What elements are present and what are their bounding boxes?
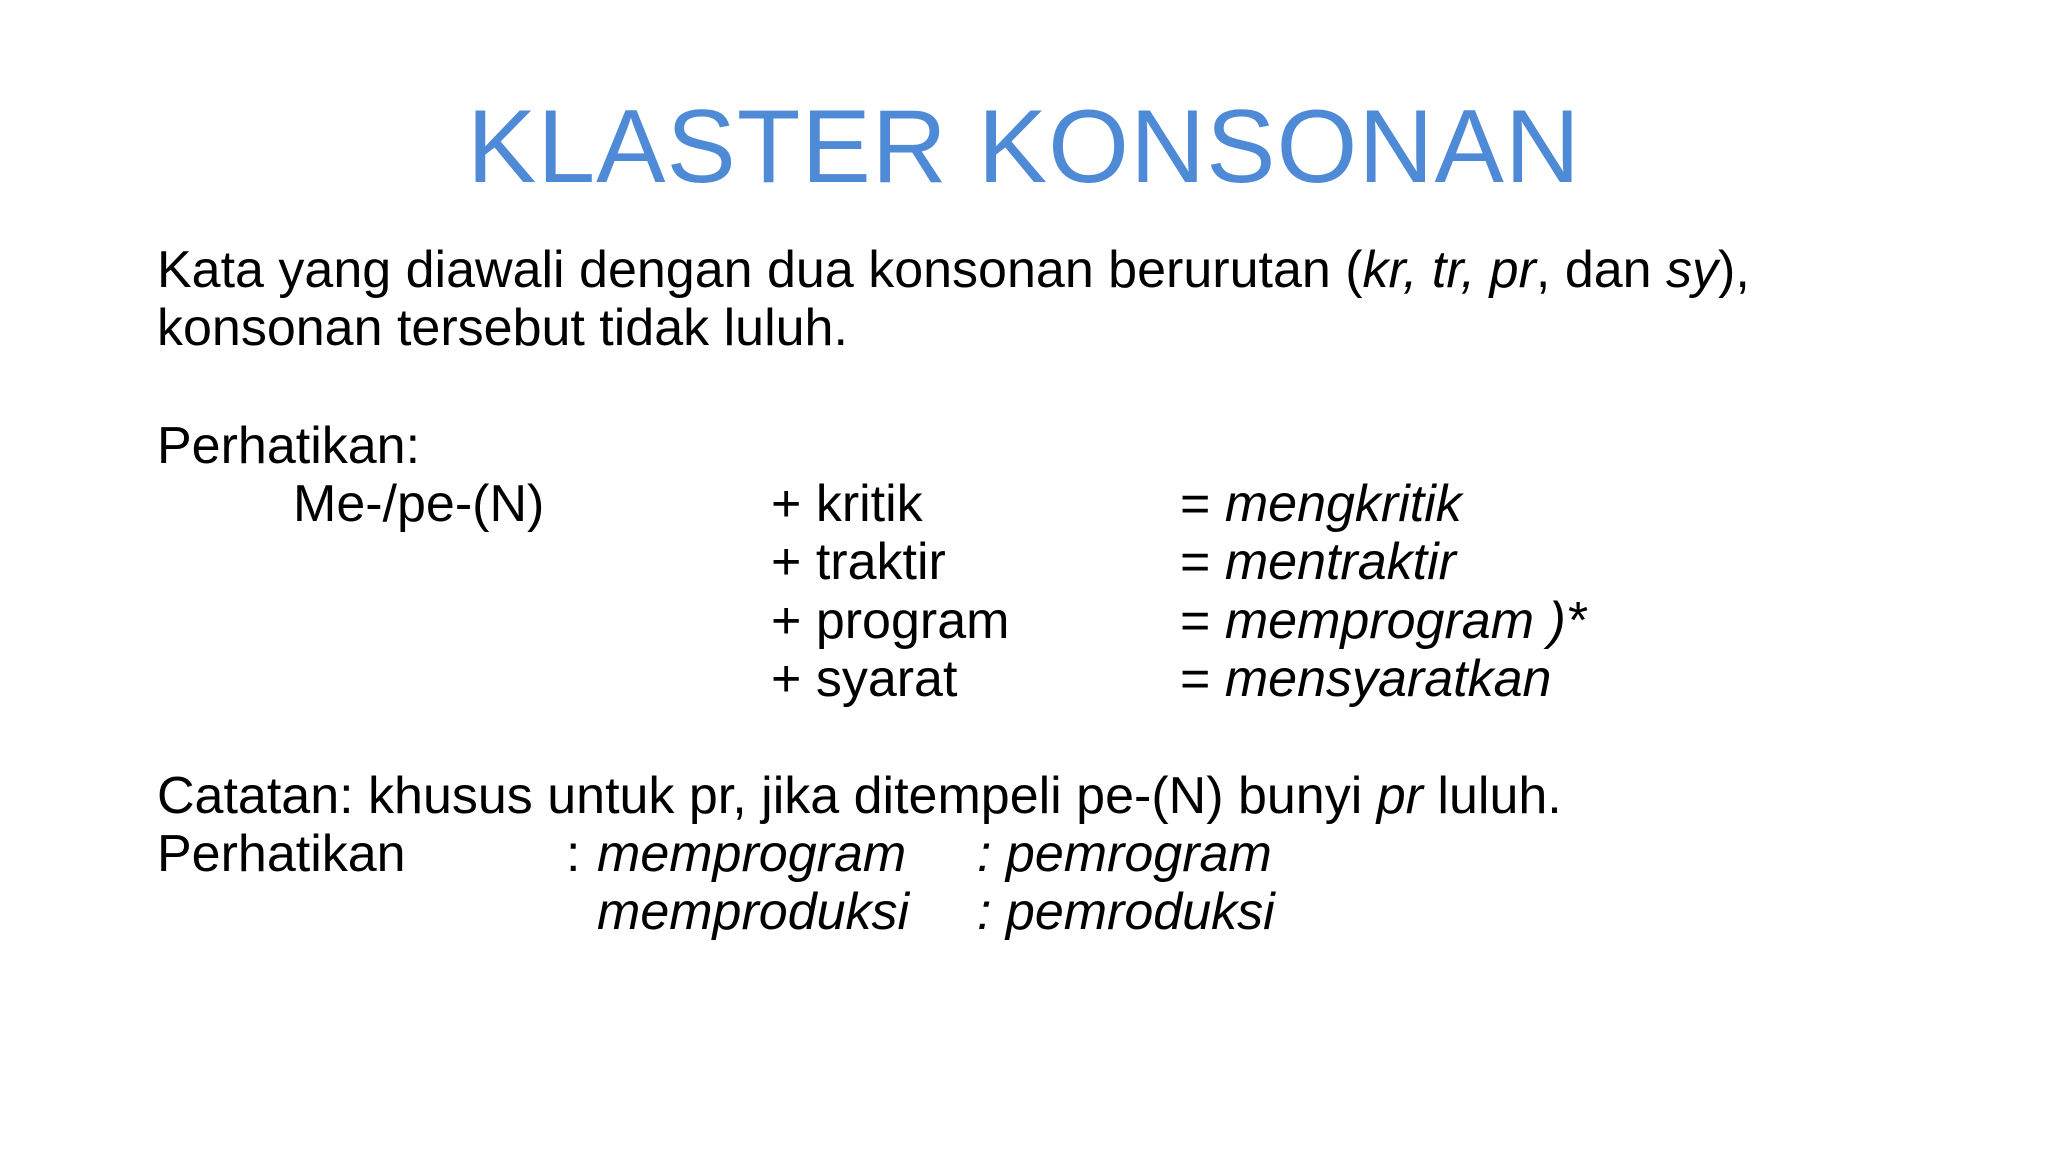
note-cluster: pr: [1376, 767, 1423, 825]
result-word: mengkritik: [1224, 475, 1462, 533]
slide-title: KLASTER KONSONAN: [466, 89, 1582, 205]
example-result: [1180, 475, 1462, 533]
compare-left: memprogram: [597, 825, 907, 883]
equals-sign: =: [1180, 475, 1225, 533]
result-word: mentraktir: [1224, 533, 1456, 591]
compare-right: : pemrogram: [977, 825, 1272, 883]
compare-right: : pemroduksi: [977, 883, 1275, 941]
equals-sign: =: [1180, 592, 1225, 650]
intro-line-2: konsonan tersebut tidak luluh.: [157, 299, 848, 357]
result-word: memprogram )*: [1224, 592, 1587, 650]
compare-left: memproduksi: [597, 883, 910, 941]
intro-clusters: kr, tr, pr: [1362, 241, 1536, 299]
example-base: + syarat: [771, 650, 958, 708]
intro-text-1: Kata yang diawali dengan dua konsonan berurutan (: [157, 241, 1363, 299]
equals-sign: =: [1180, 533, 1225, 591]
example-base: + program: [771, 592, 1010, 650]
intro-line-1: [157, 241, 1750, 299]
note-line: [157, 767, 1562, 825]
prefix-label: Me-/pe-(N): [293, 475, 545, 533]
intro-cluster-sy: sy: [1666, 241, 1719, 299]
note-text-1: Catatan: khusus untuk pr, jika ditempeli pe-(N) bunyi: [157, 767, 1377, 825]
example-base: + kritik: [771, 475, 923, 533]
intro-text-2: , dan: [1535, 241, 1667, 299]
compare-colon: :: [566, 825, 581, 883]
example-heading: Perhatikan:: [157, 417, 421, 475]
example-result: [1180, 533, 1456, 591]
intro-text-3: ),: [1718, 241, 1750, 299]
note-text-2: luluh.: [1422, 767, 1562, 825]
equals-sign: =: [1180, 650, 1225, 708]
example-result: [1180, 592, 1587, 650]
example-base: + traktir: [771, 533, 946, 591]
result-word: mensyaratkan: [1224, 650, 1552, 708]
compare-label: Perhatikan: [157, 825, 406, 883]
example-result: [1180, 650, 1552, 708]
